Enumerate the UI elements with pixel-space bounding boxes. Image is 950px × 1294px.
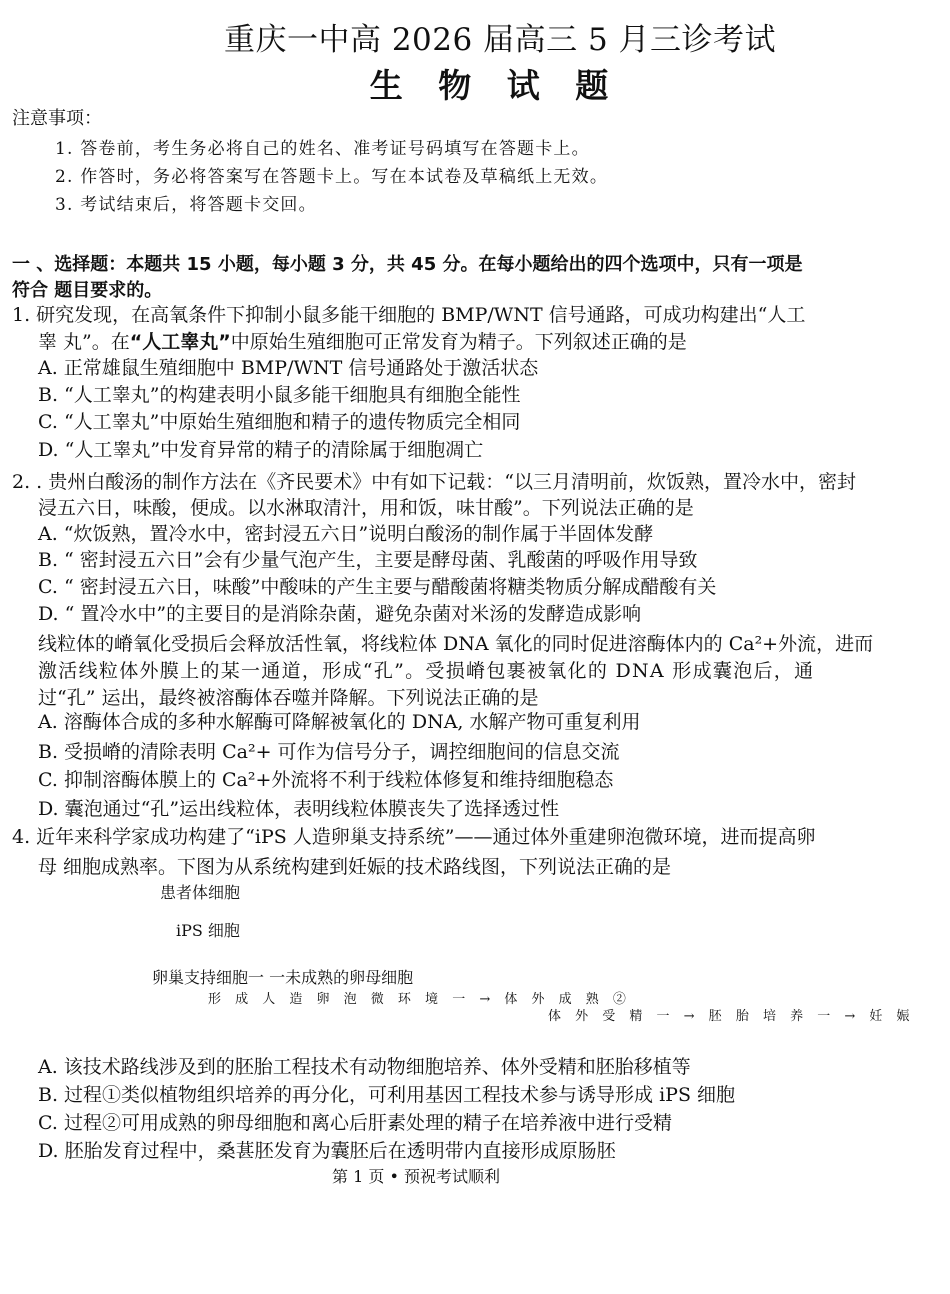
question-3-stem: 线粒体的嵴氧化受损后会释放活性氧，将线粒体 DNA 氧化的同时促进溶酶体内的 Ca²+外流，进而 [38,633,874,655]
flow-row-maturation: 形 成 人 造 卵 泡 微 环 境 一 → 体 外 成 熟 ② [208,992,631,1007]
question-3-option-a: A. 溶酶体合成的多种水解酶可降解被氧化的 DNA, 水解产物可重复利用 [38,711,641,733]
question-3-stem-cont: 过“孔” 运出，最终被溶酶体吞噬并降解。下列说法正确的是 [38,687,539,709]
question-1-option-b: B. “人工睾丸”的构建表明小鼠多能干细胞具有细胞全能性 [38,384,521,406]
question-3-option-d: D. 囊泡通过“孔”运出线粒体，表明线粒体膜丧失了选择透过性 [38,798,560,820]
note-item: 3. 考试结束后，将答题卡交回。 [55,195,317,215]
page-footer: 第 1 页 • 预祝考试顺利 [332,1167,500,1186]
question-3-option-c: C. 抑制溶酶体膜上的 Ca²+外流将不利于线粒体修复和维持细胞稳态 [38,769,614,791]
question-3-stem-cont: 激活线粒体外膜上的某一通道，形成“孔”。受损嵴包裹被氧化的 DNA 形成囊泡后，通 [38,660,815,682]
question-2-stem: 2. . 贵州白酸汤的制作方法在《齐民要术》中有如下记载：“以三月清明前，炊饭熟，置冷水中，密封 [12,471,856,493]
question-1-option-d: D. “人工睾丸”中发育异常的精子的清除属于细胞凋亡 [38,439,484,461]
question-2-option-a: A. “炊饭熟，置冷水中，密封浸五六日”说明白酸汤的制作属于半固体发酵 [38,523,654,545]
subject-title: 生 物 试 题 [369,66,621,105]
section-heading-cont: 符合 题目要求的。 [12,280,163,301]
question-2-stem-cont: 浸五六日，味酸，便成。以水淋取清汁，用和饭，味甘酸”。下列说法正确的是 [38,497,694,519]
question-2-option-b: B. “ 密封浸五六日”会有少量气泡产生，主要是酵母菌、乳酸菌的呼吸作用导致 [38,549,698,571]
question-4-option-b: B. 过程①类似植物组织培养的再分化，可利用基因工程技术参与诱导形成 iPS 细胞 [38,1084,735,1106]
question-4-stem: 4. 近年来科学家成功构建了“iPS 人造卵巢支持系统”——通过体外重建卵泡微环境，进而提高卵 [12,826,816,848]
question-2-option-c: C. “ 密封浸五六日，味酸”中酸味的产生主要与醋酸菌将糖类物质分解成醋酸有关 [38,576,717,598]
stem-text: 中原始生殖细胞可正常发育为精子。下列叙述正确的是 [230,331,687,353]
flow-node-support-cells: 卵巢支持细胞一 一未成熟的卵母细胞 [152,968,414,987]
flow-node-somatic-cell: 患者体细胞 [160,883,241,902]
flow-node-ips-cell: iPS 细胞 [176,921,240,940]
note-item: 2. 作答时，务必将答案写在答题卡上。写在本试卷及草稿纸上无效。 [55,167,609,187]
question-4-option-d: D. 胚胎发育过程中，桑葚胚发育为囊胚后在透明带内直接形成原肠胚 [38,1140,616,1162]
stem-text: 睾 丸”。在 [38,331,130,353]
question-4-option-c: C. 过程②可用成熟的卵母细胞和离心后肝素处理的精子在培养液中进行受精 [38,1112,672,1134]
question-1-option-a: A. 正常雄鼠生殖细胞中 BMP/WNT 信号通路处于激活状态 [38,357,539,379]
question-1-stem: 1. 研究发现，在高氧条件下抑制小鼠多能干细胞的 BMP/WNT 信号通路，可成功构建出“人工 [12,304,806,326]
question-1-option-c: C. “人工睾丸”中原始生殖细胞和精子的遗传物质完全相同 [38,411,521,433]
notes-heading: 注意事项： [12,108,102,129]
question-4-option-a: A. 该技术路线涉及到的胚胎工程技术有动物细胞培养、体外受精和胚胎移植等 [38,1056,691,1078]
question-2-option-d: D. “ 置冷水中”的主要目的是消除杂菌，避免杂菌对米汤的发酵造成影响 [38,603,642,625]
question-4-stem-cont: 母 细胞成熟率。下图为从系统构建到妊娠的技术路线图，下列说法正确的是 [38,856,672,878]
note-item: 1. 答卷前，考生务必将自己的姓名、准考证号码填写在答题卡上。 [55,139,590,159]
question-3-option-b: B. 受损嵴的清除表明 Ca²+ 可作为信号分子，调控细胞间的信息交流 [38,741,620,763]
stem-bold-term: “人工睾丸” [129,331,231,353]
flow-row-fertilization: 体 外 受 精 一 → 胚 胎 培 养 一 → 妊 娠 [548,1009,915,1024]
section-heading: 一 、选择题：本题共 15 小题，每小题 3 分，共 45 分。在每小题给出的四个选项中，只有一项是 [12,254,803,275]
exam-title: 重庆一中高 2026 届高三 5 月三诊考试 [223,22,777,58]
question-1-stem-cont [38,327,687,354]
